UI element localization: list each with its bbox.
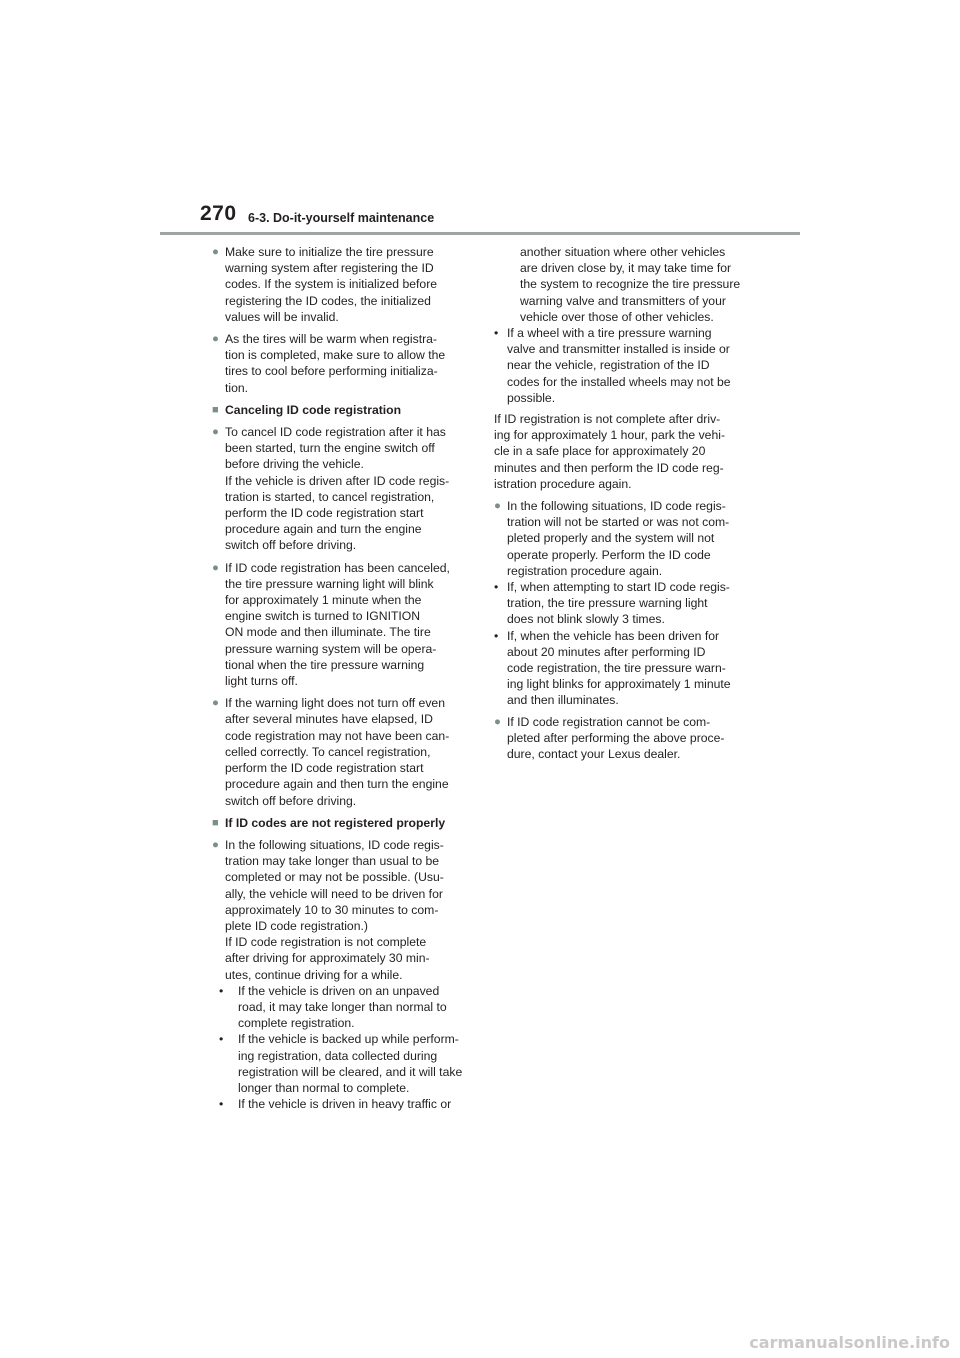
text-line: operate properly. Perform the ID code [507,547,711,562]
bullet-icon: ● [212,246,219,258]
text-line: tires to cool before performing initializa- [225,364,438,379]
dot-icon: • [219,1032,224,1047]
text-line: tration, the tire pressure warning light [507,596,708,611]
text-line: As the tires will be warm when registra- [225,332,437,347]
section-title: 6-3. Do-it-yourself maintenance [248,211,435,225]
text-line: ing light blinks for approximately 1 minute [507,677,731,692]
bullet-item [212,560,487,690]
bullet-item [212,695,487,808]
text-line: registration will be cleared, and it will take [238,1064,463,1079]
bullet-icon: ● [212,697,219,710]
text-line: ON mode and then illuminate. The tire [225,625,431,640]
square-icon: ■ [212,816,219,829]
text-line: If the vehicle is backed up while perform- [238,1032,459,1047]
text-line: the tire pressure warning light will blink [225,576,434,591]
text-line: dure, contact your Lexus dealer. [507,747,681,762]
text-line: warning valve and transmitters of your [520,293,726,308]
text-line: another situation where other vehicles [520,245,726,259]
text-line: about 20 minutes after performing ID [507,644,706,659]
text-line: does not blink slowly 3 times. [507,612,665,627]
text-line: completed or may not be possible. (Usu- [225,870,444,885]
bullet-icon: ● [212,426,219,439]
text-line: complete registration. [238,1016,355,1031]
text-line: utes, continue driving for a while. [225,967,403,982]
bullet-item [212,331,487,396]
dot-icon: • [494,628,499,643]
text-line: and then illuminates. [507,693,619,708]
text-line: tration is started, to cancel registration, [225,489,435,504]
text-line: If the vehicle is driven after ID code regis- [225,473,450,488]
text-line: If ID registration is not complete after driv- [494,412,721,427]
text-line: are driven close by, it may take time for [520,261,732,276]
text-line: approximately 10 to 30 minutes to com- [225,902,439,917]
bullet-icon: ● [212,561,219,574]
text-line: before driving the vehicle. [225,457,364,472]
text-line: If ID code registration has been canceled, [225,560,450,575]
text-line: procedure again and turn the engine [225,522,422,537]
text-line: switch off before driving. [225,538,357,553]
watermark-text: carmanualsonline.info [749,1333,950,1352]
text-line: If, when attempting to start ID code regis- [507,580,730,595]
sub-item [212,983,487,1032]
text-line: If ID code registration is not complete [225,935,427,950]
text-line: perform the ID code registration start [225,761,424,776]
text-line: road, it may take longer than normal to [238,999,447,1014]
header-rule [160,232,800,235]
text-line: If a wheel with a tire pressure warning [507,326,712,341]
dot-icon: • [219,983,224,998]
text-line: longer than normal to complete. [238,1080,410,1095]
text-line: warning system after registering the ID [225,261,434,276]
sub-item-continued [494,244,756,325]
text-line: switch off before driving. [225,793,357,808]
bullet-item [494,714,756,763]
text-line: perform the ID code registration start [225,506,424,521]
bullet-item [494,498,756,579]
text-line: valve and transmitter installed is inside or [507,342,730,357]
text-line: vehicle over those of other vehicles. [520,309,714,324]
sub-item [212,1096,487,1112]
bullet-item [212,837,487,983]
text-line: pressure warning system will be opera- [225,641,437,656]
text-line: been started, turn the engine switch off [225,441,435,456]
page-number: 270 [200,202,237,225]
text-line: To cancel ID code registration after it has [225,425,446,440]
text-line: registration procedure again. [507,563,663,578]
text-line: ing registration, data collected during [238,1048,438,1063]
text-line: tration may take longer than usual to be [225,854,440,869]
right-column [494,244,756,768]
square-icon: ■ [212,403,219,416]
text-line: If the vehicle is driven on an unpaved [238,983,440,998]
text-line: ally, the vehicle will need to be driven for [225,886,443,901]
bullet-item [212,424,487,554]
sub-item [494,579,756,628]
text-line: tional when the tire pressure warning [225,657,425,672]
sub-item [494,325,756,406]
text-line: Make sure to initialize the tire pressure [225,245,434,259]
text-line: pleted after performing the above proce- [507,730,725,745]
bullet-item [212,244,487,325]
text-line: light turns off. [225,674,298,689]
bullet-icon: ● [212,838,219,851]
subsection-heading [212,815,487,831]
text-line: tion is completed, make sure to allow the [225,348,446,363]
bullet-icon: ● [212,333,219,346]
text-line: code registration, the tire pressure warn- [507,661,726,676]
text-line: registering the ID codes, the initialized [225,293,431,308]
sub-item [212,1031,487,1096]
left-column [212,244,487,1112]
heading-text: If ID codes are not registered properly [225,815,446,830]
dot-icon: • [494,326,499,341]
text-line: engine switch is turned to IGNITION [225,609,421,624]
dot-icon: • [494,580,499,595]
text-line: minutes and then perform the ID code reg- [494,460,724,475]
text-line: If, when the vehicle has been driven for [507,628,720,643]
heading-text: Canceling ID code registration [225,402,402,417]
text-line: tration will not be started or was not com- [507,515,730,530]
paragraph [494,411,756,492]
text-line: possible. [507,390,556,405]
text-line: tion. [225,380,249,395]
text-line: codes for the installed wheels may not be [507,374,731,389]
text-line: the system to recognize the tire pressure [520,277,741,292]
text-line: values will be invalid. [225,309,339,324]
bullet-icon: ● [494,500,501,513]
text-line: celled correctly. To cancel registration, [225,744,431,759]
text-line: istration procedure again. [494,476,632,491]
subsection-heading [212,402,487,418]
text-line: cle in a safe place for approximately 20 [494,444,706,459]
text-line: code registration may not have been can- [225,728,450,743]
text-line: If the vehicle is driven in heavy traffic or [238,1097,452,1112]
text-line: ing for approximately 1 hour, park the vehi- [494,428,726,443]
text-line: near the vehicle, registration of the ID [507,358,710,373]
text-line: codes. If the system is initialized before [225,277,438,292]
text-line: If the warning light does not turn off even [225,696,445,711]
text-line: In the following situations, ID code regis- [507,499,726,514]
sub-item [494,628,756,709]
text-line: for approximately 1 minute when the [225,593,422,608]
text-line: pleted properly and the system will not [507,531,715,546]
dot-icon: • [219,1097,224,1112]
text-line: procedure again and then turn the engine [225,777,449,792]
text-line: after several minutes have elapsed, ID [225,712,433,727]
bullet-icon: ● [494,715,501,728]
text-line: after driving for approximately 30 min- [225,951,430,966]
text-line: plete ID code registration.) [225,918,368,933]
text-line: In the following situations, ID code regis- [225,837,444,852]
text-line: If ID code registration cannot be com- [507,714,711,729]
